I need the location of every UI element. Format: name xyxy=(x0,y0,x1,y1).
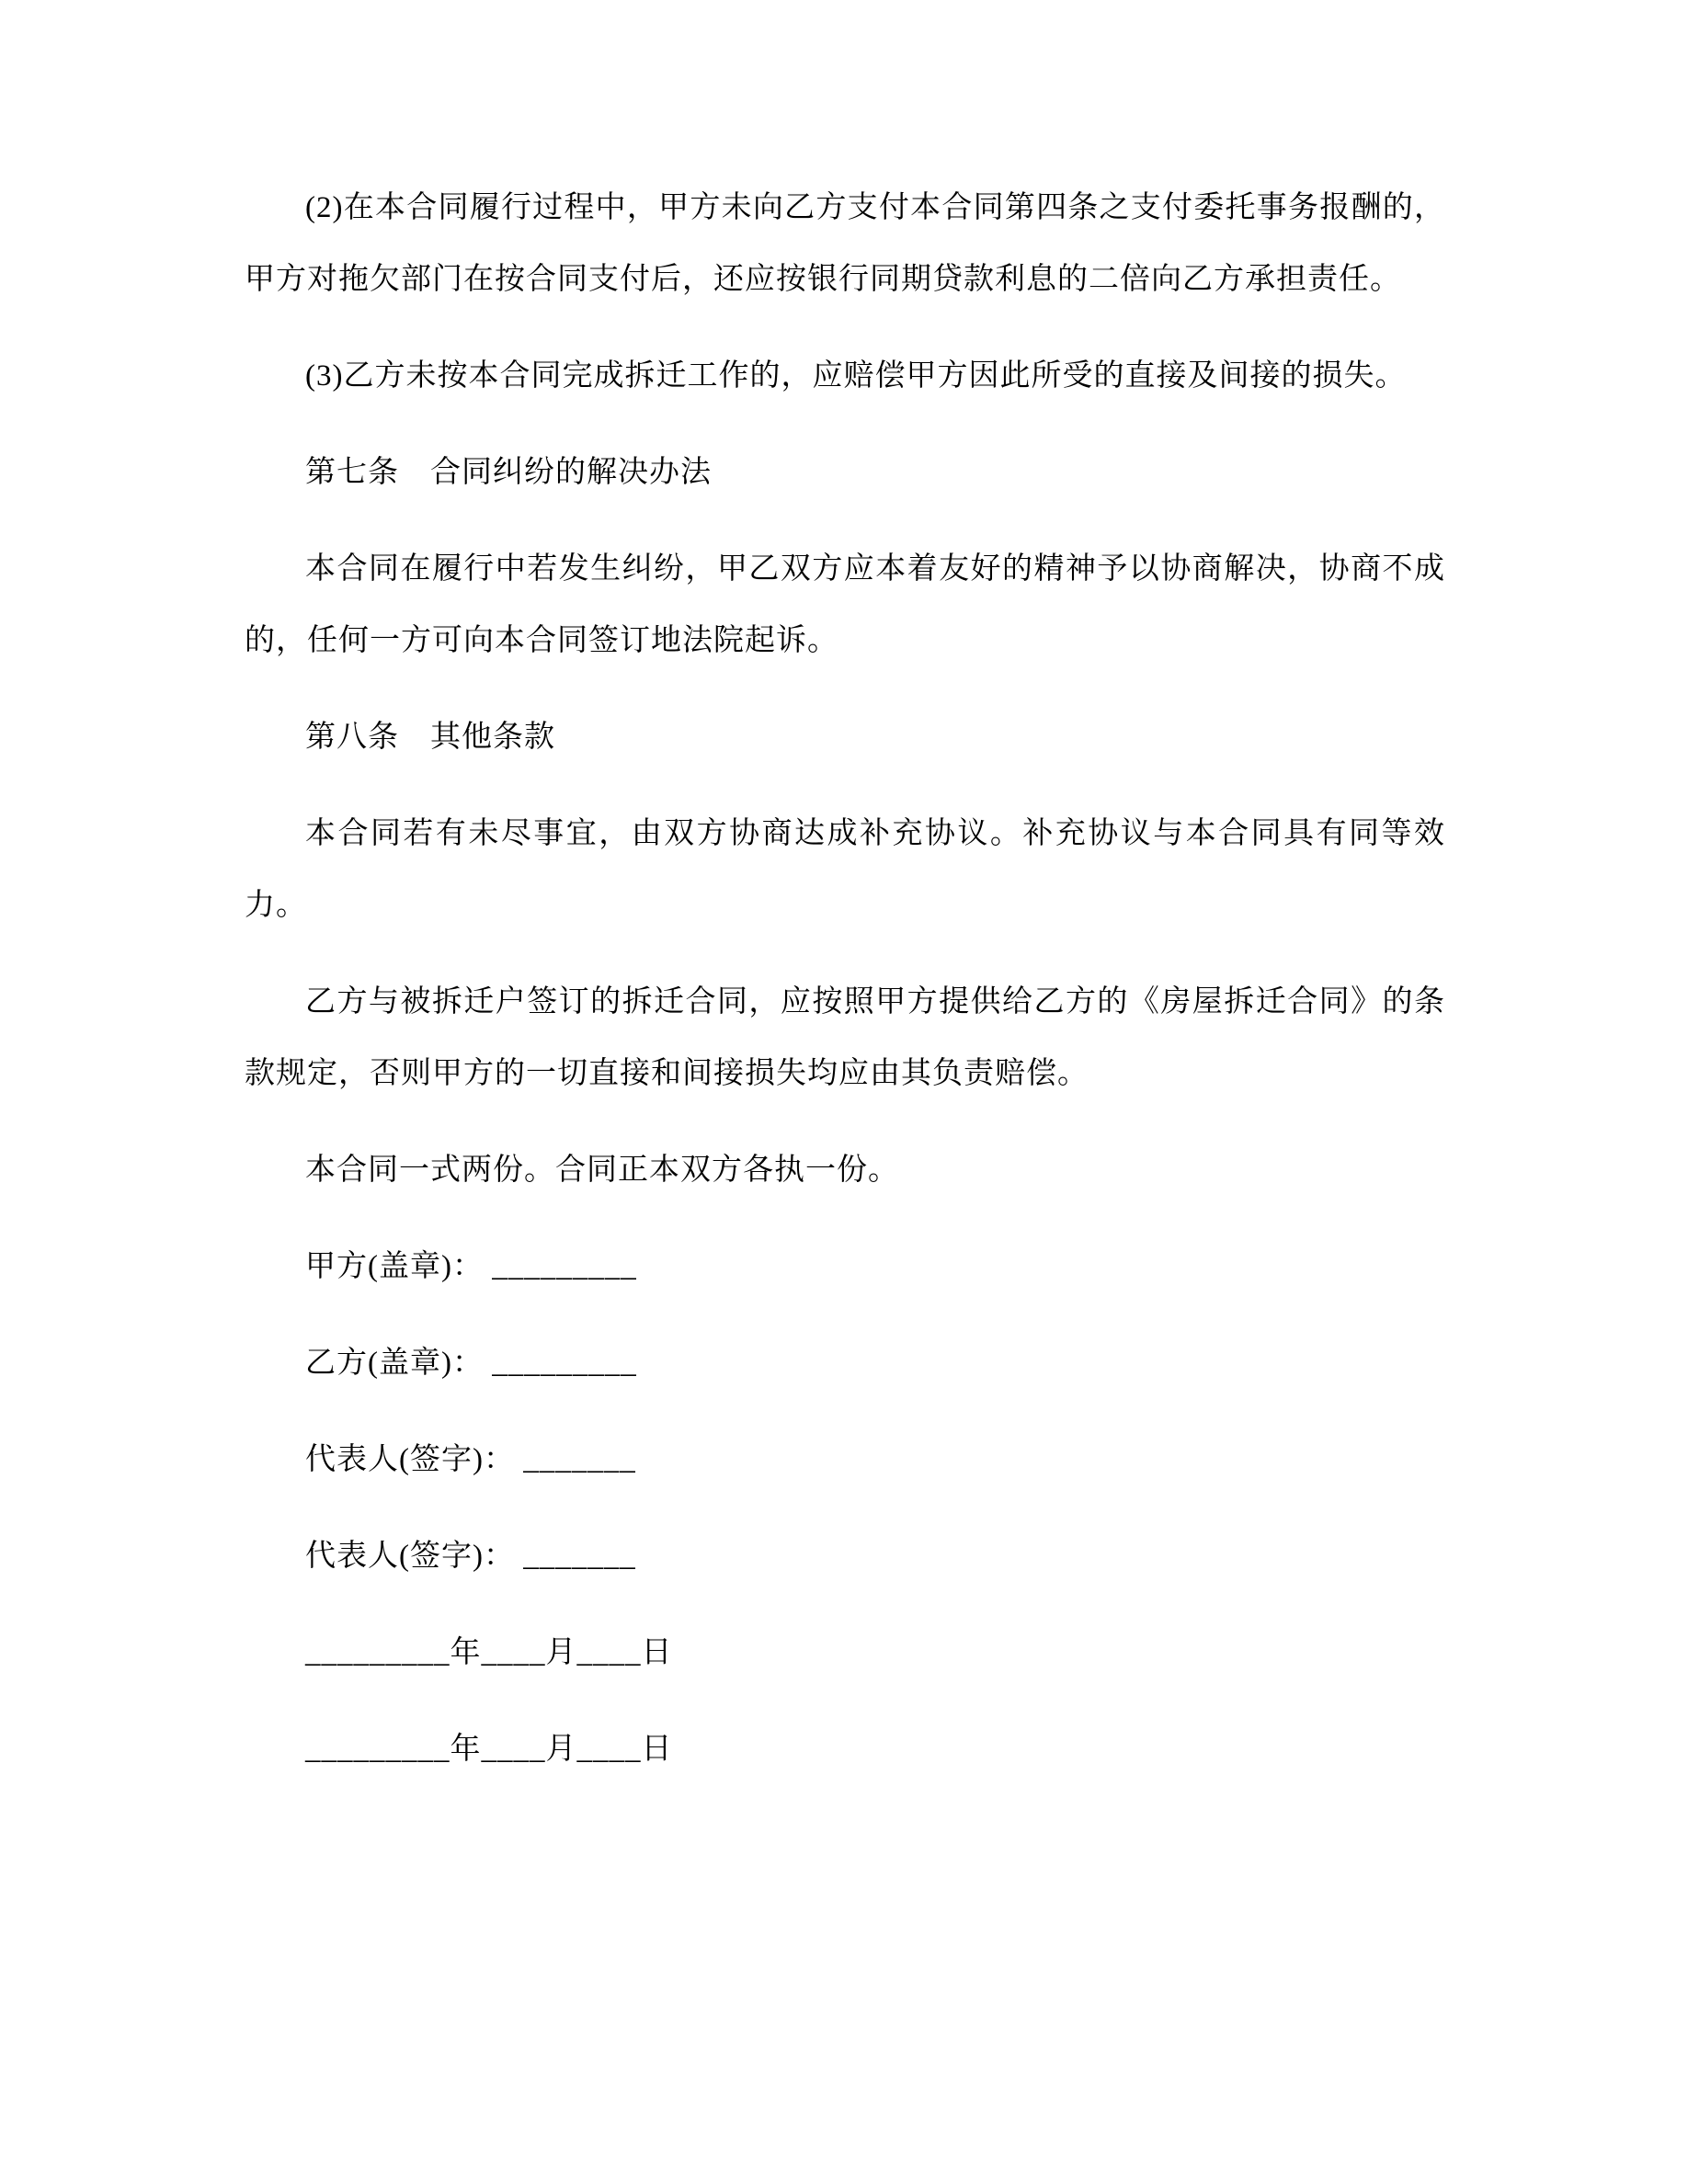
copies-paragraph: 本合同一式两份。合同正本双方各执一份。 xyxy=(305,1154,899,1187)
clause-3-paragraph: (3)乙方未按本合同完成拆迁工作的，应赔偿甲方因此所受的直接及间接的损失。 xyxy=(305,359,1407,392)
party-b-seal-line: 乙方(盖章)： _________ xyxy=(305,1347,637,1380)
representative-a-signature-line: 代表人(签字)： _______ xyxy=(305,1443,636,1476)
article-7-heading: 第七条 合同纠纷的解决办法 xyxy=(305,456,712,489)
supplementary-agreement-paragraph: 本合同若有未尽事宜，由双方协商达成补充协议。补充协议与本合同具有同等效力。 xyxy=(245,817,1445,922)
clause-2-paragraph: (2)在本合同履行过程中，甲方未向乙方支付本合同第四条之支付委托事务报酬的，甲方对拖欠部门在按合同支付后，还应按银行同期贷款利息的二倍向乙方承担责任。 xyxy=(245,191,1445,296)
date-line-1: _________年____月____日 xyxy=(305,1636,673,1669)
dispute-resolution-paragraph: 本合同在履行中若发生纠纷，甲乙双方应本着友好的精神予以协商解决，协商不成的，任何一方可向本合同签订地法院起诉。 xyxy=(245,552,1445,657)
date-line-2: _________年____月____日 xyxy=(305,1733,673,1766)
representative-b-signature-line: 代表人(签字)： _______ xyxy=(305,1540,636,1573)
party-a-seal-line: 甲方(盖章)： _________ xyxy=(305,1250,637,1283)
demolition-contract-terms-paragraph: 乙方与被拆迁户签订的拆迁合同，应按照甲方提供给乙方的《房屋拆迁合同》的条款规定，否则甲方的一切直接和间接损失均应由其负责赔偿。 xyxy=(245,985,1445,1090)
article-8-heading: 第八条 其他条款 xyxy=(305,721,555,754)
